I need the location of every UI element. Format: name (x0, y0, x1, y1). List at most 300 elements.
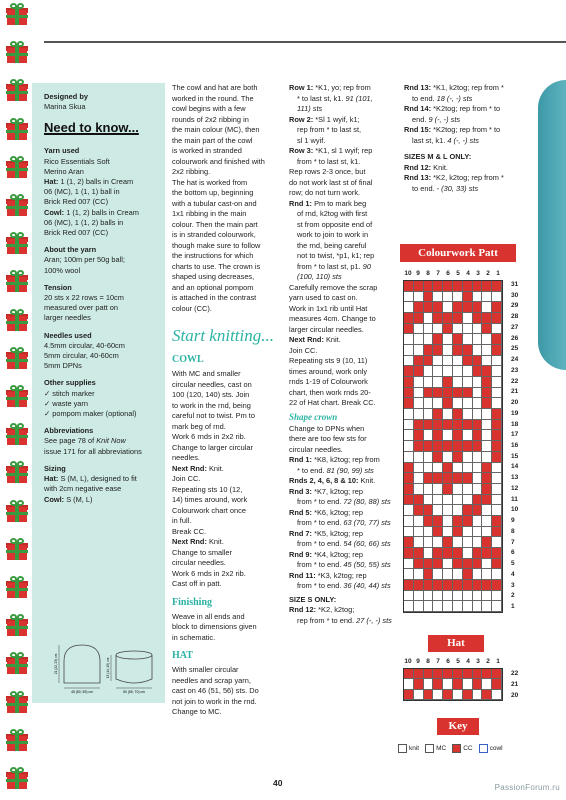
gift-icon (6, 501, 28, 523)
rnd-continuation (289, 209, 401, 283)
chart-cell (492, 313, 502, 324)
chart-cell (453, 669, 463, 679)
text-line: Change to MC. (172, 707, 222, 716)
chart-cell (482, 334, 492, 345)
chart-cell (453, 591, 463, 602)
row-number: 22 (511, 670, 519, 677)
chart-cell (482, 452, 492, 463)
chart-cell (492, 569, 502, 580)
text-line: though make sure to follow (172, 240, 261, 250)
rnd-continuation (289, 466, 401, 477)
text-line: Carefully remove the scrap (289, 282, 378, 292)
size-s-heading: SIZE S ONLY: (289, 594, 337, 604)
chart-cell (404, 580, 414, 591)
text-line: 14) times around, work (172, 495, 248, 504)
chart-cell (492, 669, 502, 679)
chart-cell (463, 388, 473, 399)
key-label: cowl (489, 745, 503, 752)
chart-cell (463, 441, 473, 452)
cowl-top (116, 651, 152, 659)
chart-cell (492, 377, 502, 388)
row-number: 16 (511, 442, 519, 450)
chart-cell (473, 537, 483, 548)
chart-cell (404, 679, 414, 689)
hat-yarn-text: 06 (MC), 1 (1, 1) ball in (44, 187, 120, 197)
stitch-count: (100, 110) sts (297, 272, 342, 281)
rnd-continuation (289, 272, 401, 283)
chart-cell (443, 548, 453, 559)
gift-icon (6, 386, 28, 408)
chart-cell (414, 302, 424, 313)
chart-cell (404, 324, 414, 335)
decrease-round (289, 476, 401, 487)
rnd-text: last st, k1. (412, 135, 448, 145)
chart-cell (443, 569, 453, 580)
chart-cell (404, 669, 414, 679)
chart-cell (414, 292, 424, 303)
chart-cell (482, 505, 492, 516)
gift-icon (6, 348, 28, 370)
chart-cell (414, 356, 424, 367)
chart-cell (433, 388, 443, 399)
designer-label: Designed by (44, 92, 88, 101)
chart-cell (424, 484, 434, 495)
chart-cell (492, 398, 502, 409)
hat-chart-grid (403, 668, 503, 701)
gift-decoration-strip (0, 0, 32, 800)
chart-cell (404, 473, 414, 484)
chart-cell (453, 516, 463, 527)
row-number: 29 (511, 302, 519, 310)
text-line: Work 6 rnds in 2x2 rib. (172, 568, 246, 578)
chart-cell (473, 356, 483, 367)
hat-instructions (172, 665, 284, 718)
rnd-continuation (289, 262, 401, 273)
chart-cell (463, 409, 473, 420)
rnd-text: *K6, k2tog; rep (314, 507, 363, 517)
chart-cell (473, 463, 483, 474)
text-line: times around, work only (289, 366, 368, 376)
chart-cell (463, 601, 473, 612)
chart-cell (414, 473, 424, 484)
need-to-know-heading: Need to know... (44, 120, 139, 136)
gift-icon (6, 80, 28, 102)
cowl-instructions (172, 474, 284, 537)
row-label: Row 3: (289, 146, 314, 155)
gift-icon (6, 692, 28, 714)
chart-cell (492, 463, 502, 474)
chart-cell (404, 441, 414, 452)
chart-cell (492, 527, 502, 538)
chart-cell (443, 484, 453, 495)
hat-paragraph (289, 424, 401, 456)
chart-cell (404, 463, 414, 474)
chart-cell (482, 679, 492, 689)
row-number: 19 (511, 409, 519, 417)
chart-cell (473, 527, 483, 538)
text-line: Change to larger circular (172, 442, 253, 452)
row-instruction (289, 115, 401, 126)
rnd-text: *K3, k2tog; rep (317, 570, 367, 580)
row-text: *K1, yo; rep from (315, 83, 371, 92)
key-swatch (452, 744, 461, 753)
chart-cell (482, 669, 492, 679)
chart-cell (424, 452, 434, 463)
rnd-label: Rnd 7: (289, 528, 312, 538)
crown-round (404, 104, 534, 115)
decrease-round (289, 508, 401, 519)
row-number: 27 (511, 323, 519, 331)
chart-cell (482, 398, 492, 409)
rnd-text: *K7, k2tog; rep (314, 486, 363, 496)
text-line: mark beg of rnd. (172, 421, 226, 431)
chart-cell (443, 505, 453, 516)
row-number: 4 (511, 570, 515, 578)
chart-cell (453, 473, 463, 484)
chart-cell (443, 345, 453, 356)
chart-cell (453, 356, 463, 367)
column-number: 2 (486, 270, 490, 277)
hat-heading: HAT (172, 650, 193, 661)
chart-cell (453, 409, 463, 420)
row-number: 12 (511, 484, 519, 492)
supply-item: ✓ pompom maker (optional) (44, 409, 159, 419)
text-line: charts to use. The crown is (172, 261, 261, 271)
text-line: Work in 1x1 rib until Hat (289, 303, 368, 313)
rnd-text: *K4, k2tog; rep (314, 549, 363, 559)
sizing-hat-text: S (M, L), designed to fit (60, 474, 137, 484)
sizing-hat-text: with 2cm negative ease (44, 484, 122, 494)
hat-yarn-label: Hat: (44, 177, 59, 187)
chart-cell (424, 495, 434, 506)
text-line: measures 4cm. Change to (289, 314, 376, 323)
chart-cell (443, 516, 453, 527)
decrease-rounds (289, 455, 401, 592)
text-line: and an optional pompom (172, 282, 254, 292)
chart-cell (473, 505, 483, 516)
chart-cell (492, 409, 502, 420)
rnd-text: from * to end. (297, 518, 344, 527)
yarn-used-label: Yarn used (44, 146, 80, 156)
chart-cell (482, 302, 492, 313)
text-line: block to dimensions given (172, 622, 257, 631)
chart-cell (463, 313, 473, 324)
chart-cell (473, 495, 483, 506)
needle-item: 4.5mm circular, 40-60cm (44, 340, 125, 350)
chart-cell (414, 679, 424, 689)
row-number: 20 (511, 692, 519, 699)
column-2 (289, 83, 401, 626)
chart-cell (424, 345, 434, 356)
text-line: do not work last st of final (289, 177, 373, 187)
sizing-block (44, 464, 159, 505)
row-instruction (289, 146, 401, 157)
text-line: colour (CC). (172, 303, 212, 313)
chart-cell (424, 463, 434, 474)
stitch-count: 27 (-, -) sts (356, 615, 392, 625)
gift-icon (6, 730, 28, 752)
chart-cell (433, 281, 443, 292)
row-number: 21 (511, 388, 519, 396)
hat-paragraph (289, 283, 401, 336)
chart-cell (414, 409, 424, 420)
next-rnd-label: Next Rnd: (172, 537, 207, 546)
text-line: chart, then work rnds 20- (289, 387, 371, 397)
chart-cell (433, 559, 443, 570)
key-label: MC (436, 745, 447, 752)
chart-cell (443, 420, 453, 431)
column-number: 6 (446, 270, 450, 277)
row-number: 30 (511, 291, 519, 299)
chart-cell (453, 334, 463, 345)
chart-cell (433, 601, 443, 612)
text-line: Break CC. (172, 526, 207, 536)
chart-cell (424, 430, 434, 441)
chart-cell (453, 441, 463, 452)
chart-cell (443, 463, 453, 474)
rnd-text: Pm to mark beg (314, 198, 367, 208)
chart-cell (482, 356, 492, 367)
rnd-continuation (289, 560, 401, 571)
chart-cell (414, 537, 424, 548)
stitch-count: 45 (50, 55) sts (343, 560, 391, 569)
decrease-round (289, 455, 401, 466)
rnd-text: *K1, k2tog; rep from * (433, 83, 504, 92)
chart-cell (404, 366, 414, 377)
chart-cell (433, 345, 443, 356)
chart-cell (492, 516, 502, 527)
row-number: 14 (511, 463, 519, 471)
chart-cell (463, 690, 473, 700)
chart-cell (453, 559, 463, 570)
column-number: 10 (404, 270, 412, 277)
column-number: 2 (486, 658, 490, 665)
text-line: rnds 1-19 of Colourwork (289, 377, 368, 386)
rnd-text: to end. (412, 93, 437, 103)
chart-cell (463, 569, 473, 580)
chart-cell (482, 345, 492, 356)
chart-cell (463, 356, 473, 367)
chart-cell (443, 281, 453, 292)
chart-cell (424, 516, 434, 527)
rnd-label: Rnd 11: (289, 570, 316, 580)
chart-cell (424, 473, 434, 484)
rnd-label: Rnd 13: (404, 83, 432, 92)
chart-cell (453, 537, 463, 548)
chart-cell (492, 473, 502, 484)
text-line: needles and scrap yarn, (172, 675, 251, 685)
chart-cell (453, 452, 463, 463)
chart-cell (433, 366, 443, 377)
gift-icon (6, 424, 28, 446)
column-3 (404, 83, 534, 194)
chart-cell (433, 591, 443, 602)
column-number: 3 (476, 658, 480, 665)
chart-cell (443, 679, 453, 689)
chart-cell (473, 334, 483, 345)
row-text: *K1, sl 1 wyif; rep (315, 146, 373, 155)
cowl-height-label: 13 (14, 15) cm (106, 657, 110, 679)
rnd-label: Rnd 3: (289, 486, 312, 496)
chart-cell (424, 559, 434, 570)
text-line: is in stranded colourwork, (172, 230, 256, 239)
chart-cell (424, 356, 434, 367)
column-number: 4 (466, 658, 470, 665)
chart-cell (443, 430, 453, 441)
chart-cell (433, 580, 443, 591)
hat-row-numbers (511, 668, 518, 701)
chart-cell (443, 302, 453, 313)
decrease-round (289, 571, 401, 582)
chart-cell (463, 420, 473, 431)
chart-cell (414, 601, 424, 612)
chart-cell (404, 292, 414, 303)
chart-cell (482, 591, 492, 602)
row-text: * to last st, k1. (297, 93, 346, 103)
chart-cell (404, 484, 414, 495)
chart-cell (433, 302, 443, 313)
top-rule (44, 41, 566, 43)
chart-cell (404, 345, 414, 356)
text-line: the bottom up, beginning (172, 188, 254, 197)
chart-cell (482, 324, 492, 335)
rnd-text: from * to end. (297, 581, 344, 590)
row-number: 21 (511, 681, 519, 688)
chart-cell (492, 580, 502, 591)
chart-cell (433, 679, 443, 689)
chart-cell (482, 313, 492, 324)
rnd-text: to end. (412, 183, 437, 193)
chart-cell (482, 527, 492, 538)
chart-cell (492, 345, 502, 356)
cowl-yarn-text: 06 (MC), 1 (1, 2) balls in (44, 217, 124, 227)
text-line: Repeating sts 10 (12, (172, 484, 243, 494)
chart-cell (404, 430, 414, 441)
chart-cell (443, 356, 453, 367)
column-number: 7 (436, 658, 440, 665)
chart-cell (492, 537, 502, 548)
rnd-text: *K2, k2tog; rep from * (433, 173, 504, 182)
chart-cell (443, 334, 453, 345)
chart-cell (414, 334, 424, 345)
gift-icon (6, 539, 28, 561)
chart-cell (414, 366, 424, 377)
rnd-label: Rnd 12: (289, 605, 317, 614)
about-yarn-text: Aran; 100m per 50g ball; (44, 255, 125, 265)
row-number: 2 (511, 592, 515, 600)
chart-cell (424, 441, 434, 452)
chart-cell (424, 409, 434, 420)
chart-cell (433, 441, 443, 452)
magazine-name: Knit Now (96, 436, 126, 446)
chart-cell (404, 334, 414, 345)
gift-icon (6, 119, 28, 141)
chart-cell (492, 292, 502, 303)
text-line: in full. (172, 516, 192, 525)
chart-cell (463, 345, 473, 356)
column-number: 1 (496, 270, 500, 277)
rnd-text: *K2tog; rep from * to (433, 125, 501, 134)
chart-cell (414, 569, 424, 580)
chart-cell (492, 281, 502, 292)
text-line: The hat is worked from (172, 177, 248, 187)
chart-cell (482, 388, 492, 399)
row-number: 8 (511, 527, 515, 535)
chart-cell (463, 302, 473, 313)
chart-cell (473, 388, 483, 399)
chart-cell (492, 441, 502, 452)
photo-edge (538, 80, 566, 370)
supply-item: ✓ stitch marker (44, 389, 159, 399)
text-line: the main part of the cowl (172, 135, 253, 145)
column-number: 6 (446, 658, 450, 665)
row-number: 5 (511, 560, 515, 568)
chart-cell (482, 537, 492, 548)
chart-cell (443, 601, 453, 612)
chart-cell (492, 420, 502, 431)
text-line: With smaller circular (172, 665, 239, 674)
tension-text: 20 sts x 22 rows = 10cm (44, 293, 124, 303)
decrease-round (289, 487, 401, 498)
key-item (425, 744, 446, 753)
decrease-round (289, 529, 401, 540)
row-continuation (289, 104, 401, 115)
rnd-text: *K5, k2tog; rep (314, 528, 363, 538)
rnd-label: Rnd 9: (289, 549, 312, 559)
chart-cell (404, 559, 414, 570)
chart-cell (482, 548, 492, 559)
rnd-continuation (404, 136, 534, 147)
chart-cell (433, 569, 443, 580)
row-instruction (289, 83, 401, 94)
chart-cell (443, 473, 453, 484)
yarn-name-line: Merino Aran (44, 166, 84, 176)
rnd-text: from * to last st, p1. (297, 261, 363, 271)
row-number: 6 (511, 549, 515, 557)
gift-icon (6, 233, 28, 255)
chart-cell (404, 420, 414, 431)
chart-cell (473, 366, 483, 377)
rnd-text: from * to end. (297, 497, 344, 506)
text-line: careful not to twist. Pm to (172, 411, 255, 420)
row-label: Row 2: (289, 114, 314, 124)
row-number: 1 (511, 603, 515, 611)
chart-cell (463, 679, 473, 689)
chart-cell (463, 463, 473, 474)
chart-cell (473, 601, 483, 612)
next-rnd-label: Next Rnd: (172, 463, 207, 473)
row-number: 18 (511, 420, 519, 428)
next-rnd-text: Knit. (208, 463, 224, 473)
chart-cell (463, 430, 473, 441)
chart-cell (433, 527, 443, 538)
chart-cell (414, 345, 424, 356)
chart-cell (443, 441, 453, 452)
tension-block (44, 283, 159, 324)
chart-cell (463, 527, 473, 538)
chart-cell (424, 690, 434, 700)
chart-cell (443, 452, 453, 463)
text-line: Cast off in patt. (172, 579, 222, 588)
chart-cell (482, 495, 492, 506)
chart-cell (482, 292, 492, 303)
chart-cell (453, 463, 463, 474)
chart-cell (492, 430, 502, 441)
chart-cell (482, 559, 492, 570)
text-line: with a tubular cast-on and (172, 198, 257, 208)
hat-paragraph (289, 167, 401, 199)
chart-cell (492, 548, 502, 559)
